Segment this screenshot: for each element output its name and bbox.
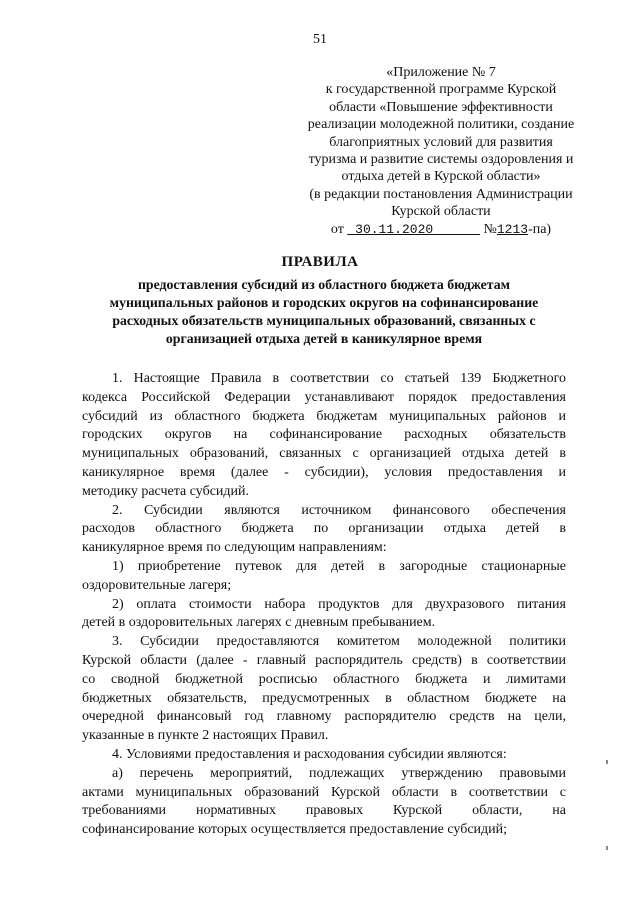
document-title: ПРАВИЛА: [281, 254, 359, 270]
paragraph-line: Курской области (далее - главный распорядитель средств) в соответствии: [82, 652, 566, 668]
paragraph: [82, 502, 566, 558]
appendix-line: туризма и развитие системы оздоровления и: [308, 152, 574, 168]
paragraph-line: 1) приобретение путевок для детей в загородные стационарные: [112, 558, 566, 574]
resolution-date: 30.11.2020: [355, 221, 434, 237]
number-prefix: №: [483, 221, 497, 237]
paragraph-line: расходов областного бюджета по организации отдыха детей в: [82, 521, 566, 537]
number-suffix: -па): [528, 221, 552, 237]
page-number: 51: [313, 32, 327, 47]
paragraph-line: 3. Субсидии предоставляются комитетом молодежной политики: [112, 634, 566, 650]
subtitle-line: расходных обязательств муниципальных образований, связанных с: [112, 313, 536, 328]
paragraph-line: кодекса Российской Федерации устанавливают порядок предоставления: [82, 389, 566, 405]
document-body: [82, 370, 566, 840]
paragraph-line: 1. Настоящие Правила в соответствии со статьей 139 Бюджетного: [112, 371, 566, 386]
paragraph-line: каникулярное время по следующим направлениям:: [82, 540, 387, 556]
paragraph-line: 2) оплата стоимости набора продуктов для двухразового питания: [112, 596, 566, 612]
paragraph: [82, 370, 566, 502]
appendix-line: отдыха детей в Курской области»: [341, 169, 541, 185]
paragraph-line: бюджетных обязательств, предусмотренных в областном бюджете на: [82, 690, 566, 706]
paragraph-line: 2. Субсидии являются источником финансового обеспечения: [112, 502, 566, 518]
document-subtitle: [88, 276, 560, 348]
date-prefix: от: [330, 221, 344, 237]
paragraph-line: оздоровительные лагеря;: [82, 577, 232, 593]
subtitle-line: организацией отдыха детей в каникулярное время: [165, 331, 483, 346]
appendix-line: «Приложение № 7: [386, 65, 496, 80]
appendix-line: к государственной программе Курской: [325, 82, 557, 98]
paragraph-line: требованиями нормативных правовых Курской области, на: [82, 803, 566, 819]
appendix-line: области «Повышение эффективности: [329, 99, 553, 115]
paragraph-line: указанные в пункте 2 настоящих Правил.: [82, 728, 329, 744]
paragraph: [82, 596, 566, 634]
appendix-line: Курской области: [391, 204, 491, 220]
resolution-number: 1213: [496, 221, 529, 237]
appendix-date-line: [288, 221, 594, 238]
paragraph-line: очередной финансовый год главному распорядителю средств на цели,: [82, 709, 566, 725]
paragraph: [82, 633, 566, 746]
paragraph-line: 4. Условиями предоставления и расходования субсидии являются:: [112, 746, 507, 762]
appendix-line: реализации молодежной политики, создание: [307, 117, 575, 133]
appendix-line: благоприятных условий для развития: [329, 134, 553, 150]
scan-mark: [606, 760, 608, 764]
paragraph-line: со сводной бюджетной росписью областного бюджета и лимитами: [82, 671, 566, 687]
paragraph-line: городских округов на софинансирование расходных обязательств: [82, 427, 566, 443]
paragraph-line: муниципальных образований, связанных с организацией отдыха детей в: [82, 446, 566, 462]
paragraph-line: софинансирование которых осуществляется предоставление субсидий;: [82, 822, 508, 838]
appendix-line: (в редакции постановления Администрации: [309, 186, 573, 202]
paragraph-line: методику расчета субсидий.: [82, 483, 250, 499]
scan-mark: [606, 846, 608, 850]
subtitle-line: предоставления субсидий из областного бюджета бюджетам: [137, 277, 511, 292]
paragraph: [82, 746, 566, 765]
paragraph-line: детей в оздоровительных лагерях с дневным пребыванием.: [82, 615, 436, 631]
paragraph-line: каникулярное время (далее - субсидии), условия предоставления и: [82, 464, 566, 480]
paragraph-line: актами муниципальных образований Курской области в соответствии с: [82, 784, 566, 800]
subtitle-line: муниципальных районов и городских округов на софинансирование: [109, 295, 539, 310]
paragraph: [82, 765, 566, 840]
paragraph-line: субсидий из областного бюджета бюджетам муниципальных районов и: [82, 408, 566, 424]
paragraph: [82, 558, 566, 596]
paragraph-line: а) перечень мероприятий, подлежащих утверждению правовыми: [112, 765, 566, 781]
appendix-header: [288, 64, 594, 238]
